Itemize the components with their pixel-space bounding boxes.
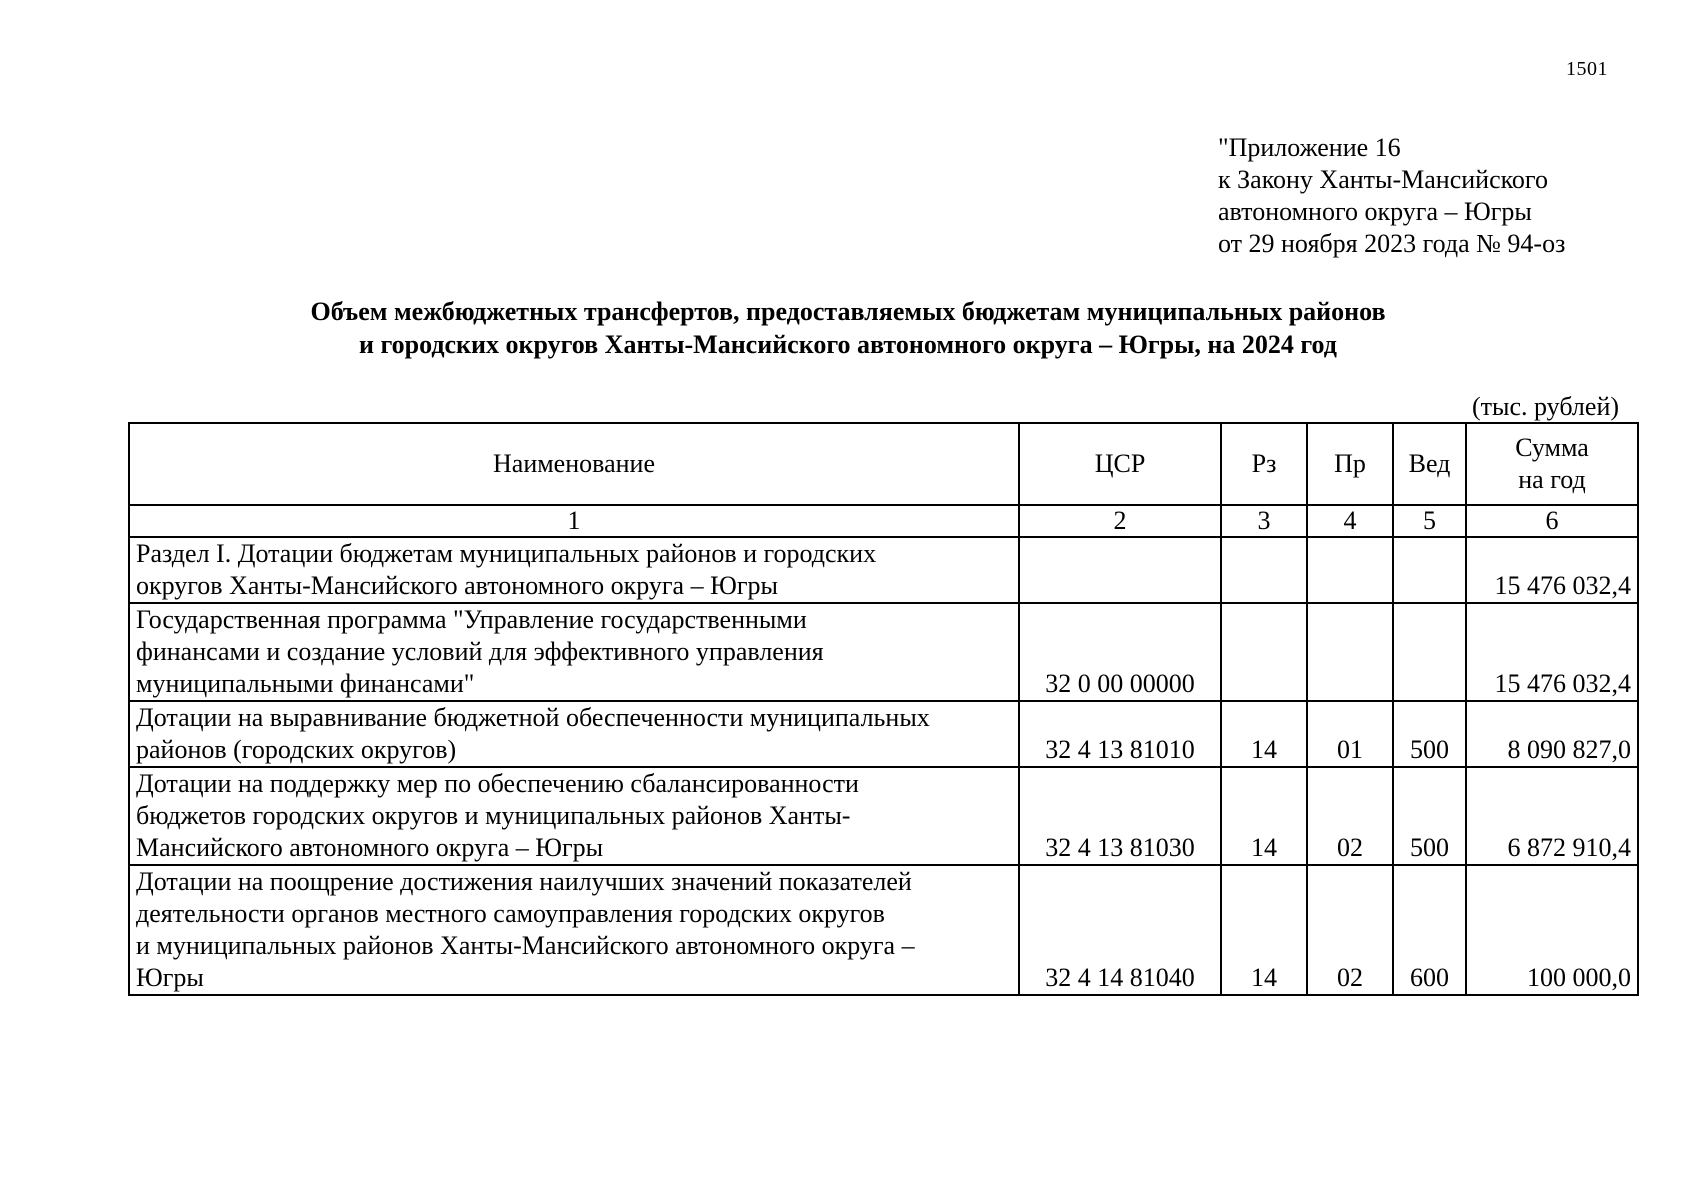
row-name-line: деятельности органов местного самоуправления городских округов xyxy=(136,899,885,928)
row-pr: 02 xyxy=(1307,865,1393,995)
header-ved: Вед xyxy=(1393,423,1466,505)
row-pr: 02 xyxy=(1307,767,1393,865)
table-row xyxy=(129,701,1638,767)
row-csr: 32 0 00 00000 xyxy=(1019,603,1221,701)
row-csr xyxy=(1019,537,1221,603)
row-name-line: Дотации на поощрение достижения наилучших значений показателей xyxy=(136,867,912,896)
row-name-line: Мансийского автономного округа – Югры xyxy=(136,833,604,862)
table-row xyxy=(129,865,1638,995)
header-rz: Рз xyxy=(1221,423,1307,505)
transfers-table xyxy=(128,422,1639,996)
table-header-row xyxy=(129,423,1638,505)
row-csr: 32 4 13 81030 xyxy=(1019,767,1221,865)
row-name-line: районов (городских округов) xyxy=(136,735,457,764)
row-name-line: Раздел I. Дотации бюджетам муниципальных районов и городских xyxy=(136,539,877,568)
row-sum: 8 090 827,0 xyxy=(1466,701,1638,767)
row-csr: 32 4 13 81010 xyxy=(1019,701,1221,767)
row-name-line: муниципальными финансами" xyxy=(136,669,475,698)
row-rz: 14 xyxy=(1221,767,1307,865)
row-name-line: Югры xyxy=(136,963,204,992)
page-number: 1501 xyxy=(1566,58,1608,80)
row-name xyxy=(129,767,1019,865)
row-pr xyxy=(1307,537,1393,603)
table-row xyxy=(129,537,1638,603)
row-sum: 6 872 910,4 xyxy=(1466,767,1638,865)
row-sum: 15 476 032,4 xyxy=(1466,537,1638,603)
header-sum xyxy=(1466,423,1638,505)
row-name-line: округов Ханты-Мансийского автономного округа – Югры xyxy=(136,571,778,600)
appendix-line: к Закону Ханты-Мансийского xyxy=(1218,165,1548,194)
row-name-line: Дотации на поддержку мер по обеспечению сбалансированности xyxy=(136,769,859,798)
row-rz: 14 xyxy=(1221,865,1307,995)
row-pr xyxy=(1307,603,1393,701)
header-pr: Пр xyxy=(1307,423,1393,505)
column-number: 6 xyxy=(1466,505,1638,537)
column-number: 1 xyxy=(129,505,1019,537)
column-number: 5 xyxy=(1393,505,1466,537)
appendix-line: автономного округа – Югры xyxy=(1218,197,1532,226)
table-row xyxy=(129,603,1638,701)
column-number: 3 xyxy=(1221,505,1307,537)
row-name-line: финансами и создание условий для эффективного управления xyxy=(136,637,824,666)
appendix-line: "Приложение 16 xyxy=(1218,133,1401,162)
row-ved xyxy=(1393,603,1466,701)
row-rz xyxy=(1221,537,1307,603)
document-title xyxy=(0,295,1696,361)
column-number-row xyxy=(129,505,1638,537)
row-ved xyxy=(1393,537,1466,603)
header-sum-line: Сумма xyxy=(1515,433,1589,462)
row-name xyxy=(129,865,1019,995)
table-row xyxy=(129,767,1638,865)
document-title-line: Объем межбюджетных трансфертов, предоставляемых бюджетам муниципальных районов xyxy=(310,297,1386,326)
row-rz: 14 xyxy=(1221,701,1307,767)
document-title-line: и городских округов Ханты-Мансийского автономного округа – Югры, на 2024 год xyxy=(359,330,1337,359)
row-csr: 32 4 14 81040 xyxy=(1019,865,1221,995)
appendix-block xyxy=(1218,132,1565,260)
header-csr: ЦСР xyxy=(1019,423,1221,505)
row-rz xyxy=(1221,603,1307,701)
row-name-line: Дотации на выравнивание бюджетной обеспеченности муниципальных xyxy=(136,703,930,732)
row-sum: 100 000,0 xyxy=(1466,865,1638,995)
row-name-line: и муниципальных районов Ханты-Мансийского автономного округа – xyxy=(136,931,915,960)
row-ved: 500 xyxy=(1393,767,1466,865)
row-name xyxy=(129,603,1019,701)
row-ved: 600 xyxy=(1393,865,1466,995)
row-name xyxy=(129,537,1019,603)
row-name-line: Государственная программа "Управление государственными xyxy=(136,605,807,634)
appendix-line: от 29 ноября 2023 года № 94-оз xyxy=(1218,229,1566,258)
column-number: 2 xyxy=(1019,505,1221,537)
row-sum: 15 476 032,4 xyxy=(1466,603,1638,701)
row-name-line: бюджетов городских округов и муниципальных районов Ханты- xyxy=(136,801,851,830)
header-name: Наименование xyxy=(129,423,1019,505)
row-ved: 500 xyxy=(1393,701,1466,767)
header-sum-line: на год xyxy=(1518,465,1586,494)
row-pr: 01 xyxy=(1307,701,1393,767)
column-number: 4 xyxy=(1307,505,1393,537)
row-name xyxy=(129,701,1019,767)
units-note: (тыс. рублей) xyxy=(1472,392,1620,421)
